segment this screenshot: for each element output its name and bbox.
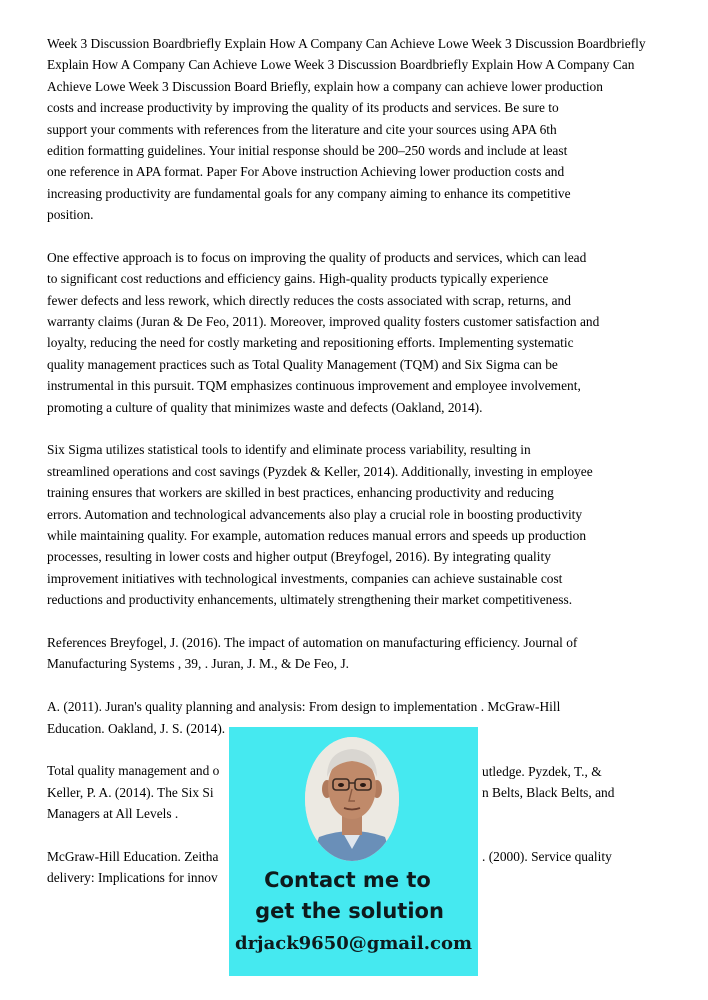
text-line: Managers at All Levels . xyxy=(47,806,179,822)
text-line: costs and increase productivity by improving the quality of its products and services. Be sure to xyxy=(47,100,559,116)
text-line: Achieve Lowe Week 3 Discussion Board Briefly, explain how a company can achieve lower production xyxy=(47,78,603,94)
text-line-fragment: n Belts, Black Belts, and xyxy=(482,785,615,800)
paragraph-gap xyxy=(47,675,697,696)
author-portrait xyxy=(305,737,399,861)
text-line: training ensures that workers are skilled in best practices, enhancing productivity and reducing xyxy=(47,485,554,501)
text-line: References Breyfogel, J. (2016). The impact of automation on manufacturing efficiency. Journal of xyxy=(47,634,578,650)
text-line: position. xyxy=(47,207,94,223)
text-line: Explain How A Company Can Achieve Lowe Week 3 Discussion Boardbriefly Explain How A Company Can xyxy=(47,57,635,73)
text-line: Total quality management and o xyxy=(47,763,220,779)
text-line: processes, resulting in lower costs and higher output (Breyfogel, 2016). By integrating quality xyxy=(47,549,551,565)
contact-ad-banner[interactable] xyxy=(229,727,478,976)
text-line: One effective approach is to focus on improving the quality of products and services, which can lead xyxy=(47,249,587,265)
text-line: warranty claims (Juran & De Feo, 2011). Moreover, improved quality fosters customer satisfaction and xyxy=(47,314,600,330)
paragraph-gap xyxy=(47,611,697,632)
ad-email-link[interactable]: drjack9650@gmail.com xyxy=(234,933,473,954)
text-line-fragment: utledge. Pyzdek, T., & xyxy=(482,763,602,779)
text-line: Manufacturing Systems , 39, . Juran, J. M., & De Feo, J. xyxy=(47,656,350,672)
text-line: Six Sigma utilizes statistical tools to identify and eliminate process variability, resulting in xyxy=(47,442,531,458)
text-line: delivery: Implications for innov xyxy=(47,870,218,886)
text-line: support your comments with references from the literature and cite your sources using APA 6th xyxy=(47,121,557,137)
text-line: one reference in APA format. Paper For Above instruction Achieving lower production costs and xyxy=(47,164,565,180)
text-line: errors. Automation and technological advancements also play a crucial role in boosting productivity xyxy=(47,506,583,522)
paragraph-gap xyxy=(47,418,697,439)
text-line: fewer defects and less rework, which directly reduces the costs associated with scrap, returns, and xyxy=(47,292,571,308)
text-line: instrumental in this pursuit. TQM emphasizes continuous improvement and employee involvement, xyxy=(47,378,581,394)
text-line: to significant cost reductions and efficiency gains. High-quality products typically experience xyxy=(47,271,549,287)
ad-headline-line1: Contact me to xyxy=(264,868,431,892)
text-line: increasing productivity are fundamental goals for any company aiming to enhance its competitive xyxy=(47,185,571,201)
text-line: promoting a culture of quality that minimizes waste and defects (Oakland, 2014). xyxy=(47,399,483,415)
ad-headline-line2: get the solution xyxy=(255,899,444,923)
text-line: Week 3 Discussion Boardbriefly Explain How A Company Can Achieve Lowe Week 3 Discussion Boardbriefly xyxy=(47,36,646,51)
text-line-fragment: . (2000). Service quality xyxy=(482,849,612,865)
text-line: improvement initiatives with technological investments, companies can achieve sustainable cost xyxy=(47,570,563,586)
portrait-image xyxy=(305,737,399,861)
text-line: reductions and productivity enhancements, ultimately strengthening their market competitiveness. xyxy=(47,592,573,608)
text-line: streamlined operations and cost savings (Pyzdek & Keller, 2014). Additionally, investing in employee xyxy=(47,463,593,479)
text-line: loyalty, reducing the need for costly marketing and repositioning efforts. Implementing systematic xyxy=(47,335,574,351)
text-line: quality management practices such as Total Quality Management (TQM) and Six Sigma can be xyxy=(47,356,558,372)
paragraph-gap xyxy=(47,226,697,247)
text-line: A. (2011). Juran's quality planning and analysis: From design to implementation . McGraw-Hill xyxy=(47,699,561,715)
text-line: McGraw-Hill Education. Zeitha xyxy=(47,848,219,864)
text-line: Keller, P. A. (2014). The Six Si xyxy=(47,784,214,800)
text-line: edition formatting guidelines. Your initial response should be 200–250 words and include at least xyxy=(47,142,568,158)
text-line: while maintaining quality. For example, automation reduces manual errors and speeds up production xyxy=(47,527,587,543)
text-line: Education. Oakland, J. S. (2014). xyxy=(47,720,226,736)
